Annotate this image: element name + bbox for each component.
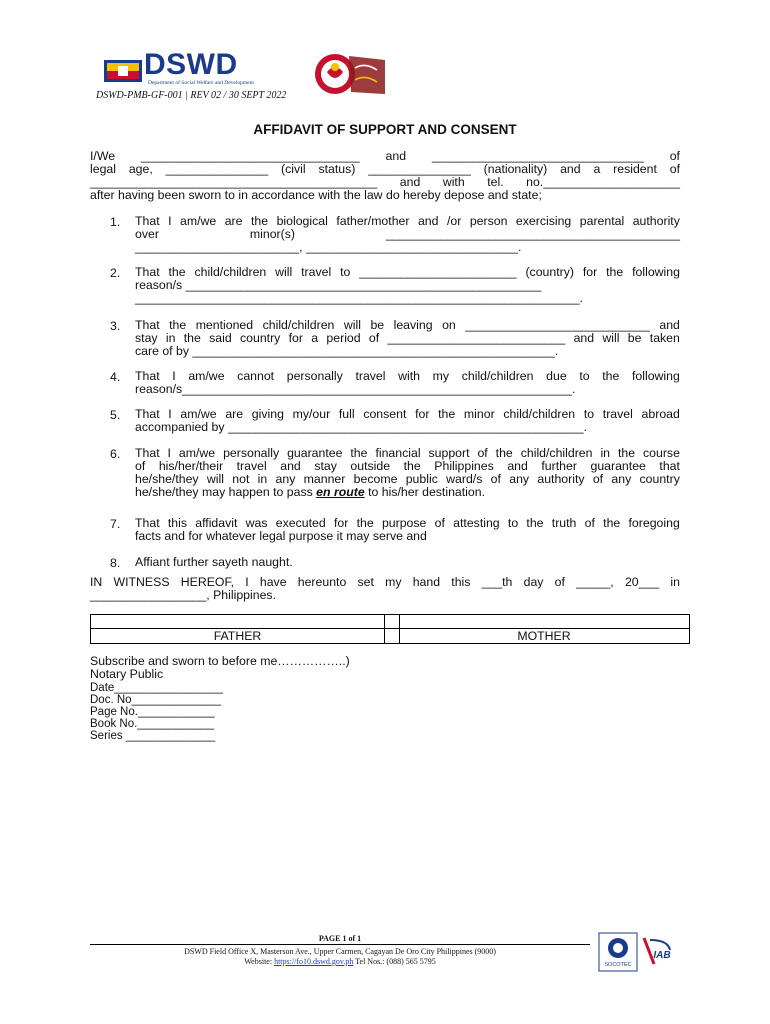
item-line [135, 530, 680, 543]
word: become [353, 472, 398, 486]
word: and [560, 162, 581, 176]
word: support [428, 446, 470, 460]
item-number: 3. [110, 319, 121, 333]
word: the [350, 446, 368, 460]
word: I [168, 214, 172, 228]
word: this [451, 575, 471, 589]
word: period [326, 331, 361, 345]
word: the [169, 318, 187, 332]
word: That [135, 214, 160, 228]
word: be [370, 318, 385, 332]
word: and [507, 459, 528, 473]
word: exercising [515, 214, 572, 228]
word: That [135, 369, 160, 383]
word: this [167, 516, 187, 530]
footer-address: DSWD Field Office X, Masterson Ave., Upper Carmen, Cagayan De Oro City Philippines (9000) [184, 947, 496, 956]
word: mentioned [195, 318, 254, 332]
word: travel [236, 459, 267, 473]
word: child/children [520, 446, 593, 460]
word: the [356, 516, 374, 530]
word: course [643, 446, 680, 460]
word: ___________________________________________ [385, 227, 680, 241]
dswd-subtitle: Department of Social Welfare and Development [148, 80, 254, 86]
word: not [232, 472, 250, 486]
word: further [541, 459, 577, 473]
word: I [168, 407, 172, 421]
word: set [357, 575, 374, 589]
word: he/she/they [135, 472, 199, 486]
item-line [135, 345, 680, 358]
word: will [343, 318, 361, 332]
word: I/We [90, 149, 116, 163]
word: child/children [262, 318, 335, 332]
word: __________________________________________ [90, 175, 378, 189]
word: for [415, 407, 430, 421]
word: and [573, 331, 595, 345]
word: a [311, 331, 319, 345]
word: the [183, 331, 201, 345]
word: parental [579, 214, 625, 228]
word: in [165, 331, 176, 345]
item-number: 8. [110, 556, 121, 570]
word: any [275, 472, 296, 486]
word: tel. [487, 175, 504, 189]
intro-line [90, 189, 680, 202]
word: _______________ [368, 162, 471, 176]
word: outside [350, 459, 391, 473]
word: That [135, 516, 160, 530]
word: _______________________________ [431, 149, 644, 163]
word: with [442, 175, 465, 189]
word: public [405, 472, 438, 486]
word: __________________________ [387, 331, 566, 345]
notary-date: Date_________________ [90, 682, 224, 694]
word: of [584, 516, 595, 530]
item-number: 5. [110, 408, 121, 422]
word: the [403, 459, 421, 473]
word: are [225, 407, 244, 421]
word: manner [303, 472, 346, 486]
word: am/we [178, 446, 216, 460]
word: ___th [481, 575, 513, 589]
word: taken [649, 331, 680, 345]
word: with [398, 369, 421, 383]
word: in [670, 575, 680, 589]
word: and [399, 175, 421, 189]
word: that [659, 459, 680, 473]
word: am/we [180, 407, 217, 421]
word: accompanied by ____________________________________________________. [135, 420, 588, 434]
word: the [168, 265, 186, 279]
word: child/children [503, 407, 576, 421]
dswd-logo-icon [104, 56, 142, 86]
signature-table [90, 614, 690, 644]
word: a [593, 162, 601, 176]
footer-divider [90, 944, 590, 945]
dswd-wordmark: DSWD [144, 48, 238, 81]
father-label: FATHER [213, 629, 262, 643]
word: HEREOF, [180, 575, 235, 589]
word: following [632, 265, 680, 279]
word: travel [602, 407, 633, 421]
item-line [135, 292, 680, 305]
word: any [509, 472, 530, 486]
word: on [442, 318, 456, 332]
word: to [340, 265, 351, 279]
word: child/children [194, 265, 267, 279]
word: ___________________________ [465, 318, 650, 332]
word: am/we [188, 369, 225, 383]
word: any [611, 472, 632, 486]
word: of [592, 472, 604, 486]
word: full [338, 407, 355, 421]
word: the [617, 446, 636, 460]
word: the [602, 369, 620, 383]
item-number: 7. [110, 517, 121, 531]
word: and [417, 214, 439, 228]
word: for [333, 516, 349, 530]
word: am/we [180, 214, 217, 228]
word: and [280, 459, 301, 473]
form-code: DSWD-PMB-GF-001 | REV 02 / 30 SEPT 2022 [96, 90, 287, 101]
word: reason/s_________________________________________________________. [135, 382, 576, 396]
word: of [669, 162, 680, 176]
word: no.____________________ [526, 175, 680, 189]
notary-book-no: Book No.____________ [90, 718, 215, 730]
word: travel [355, 369, 386, 383]
item-number: 4. [110, 370, 121, 384]
word: was [245, 516, 268, 530]
word: guarantee [590, 459, 646, 473]
word: (country) [525, 265, 574, 279]
word: child/children [461, 369, 534, 383]
iab-accreditation-icon [640, 934, 676, 968]
word: hereunto [297, 575, 347, 589]
word: ________________________, _______________________________. [135, 240, 522, 254]
word: That [135, 265, 160, 279]
word: stay [314, 459, 337, 473]
word: and [385, 149, 407, 163]
website-link[interactable]: https://fo10.dswd.gov.ph [274, 957, 354, 966]
notary-doc-no: Doc. No______________ [90, 694, 222, 706]
word: /or [446, 214, 462, 228]
item-line [135, 421, 680, 434]
word: Philippines [434, 459, 494, 473]
word: in [257, 472, 268, 486]
word: affidavit [195, 516, 238, 530]
item-number: 6. [110, 447, 121, 461]
item-line [135, 241, 680, 254]
word: care of by _____________________________________________________. [135, 344, 559, 358]
word: of [669, 149, 680, 163]
word: of [554, 575, 565, 589]
word: and [659, 318, 680, 332]
mother-label: MOTHER [517, 629, 571, 643]
notary-subscribe: Subscribe and sworn to before me……………..) [90, 654, 350, 668]
word: attesting [453, 516, 500, 530]
word: ward/s [446, 472, 483, 486]
page-number: PAGE 1 of 1 [318, 934, 362, 943]
word: the [495, 446, 513, 460]
word: the [438, 407, 456, 421]
word: my [432, 369, 450, 383]
word: father/mother [336, 214, 410, 228]
tel-numbers: Tel Nos.: (088) 565 5795 [353, 957, 436, 966]
word: Affiant further sayeth naught. [135, 555, 293, 569]
item-line [135, 486, 485, 499]
word: cannot [237, 369, 275, 383]
word: minor [463, 407, 495, 421]
word: for [582, 265, 598, 279]
word: consent [363, 407, 407, 421]
word: are [224, 214, 243, 228]
word: country [240, 331, 281, 345]
cert2-label: IAB [653, 950, 671, 961]
word: status) [318, 162, 356, 176]
word: my/our [292, 407, 331, 421]
word: my [385, 575, 402, 589]
word: I [167, 446, 171, 460]
text: to his/her destination. [364, 485, 485, 499]
word: travel [301, 265, 332, 279]
word: of [135, 459, 146, 473]
word: to [579, 369, 590, 383]
word: biological [276, 214, 328, 228]
word: That [135, 407, 160, 421]
word: to [507, 516, 519, 530]
word: personally [223, 446, 280, 460]
witness-line [90, 589, 680, 602]
word: (civil [281, 162, 306, 176]
word: for [288, 331, 303, 345]
word: the [526, 516, 544, 530]
word: after having been sworn to in accordance with the law do hereby depose and state; [90, 188, 542, 202]
word: _____, [576, 575, 614, 589]
word: over [135, 227, 159, 241]
word: facts and for whatever legal purpose it may serve and [135, 529, 427, 543]
word: the [250, 214, 269, 228]
footer-contact [90, 957, 590, 966]
word: _________________, Philippines. [90, 588, 276, 602]
notary-public: Notary Public [90, 667, 164, 681]
word: I [245, 575, 249, 589]
word: foregoing [628, 516, 680, 530]
seal-icon [305, 50, 387, 98]
word: age, [128, 162, 153, 176]
word: guarantee [287, 446, 343, 460]
word: the [603, 516, 621, 530]
word: country [639, 472, 680, 486]
word: hand [412, 575, 441, 589]
notary-page-no: Page No.____________ [90, 706, 215, 718]
word: due [546, 369, 567, 383]
word: reason/s ____________________________________________________ [135, 278, 542, 292]
word: resident [613, 162, 657, 176]
word: his/her/their [158, 459, 224, 473]
word: WITNESS [113, 575, 170, 589]
word: minor(s) [249, 227, 295, 241]
word: financial [375, 446, 421, 460]
word: authority [537, 472, 585, 486]
word: have [259, 575, 287, 589]
word: to [583, 407, 595, 421]
document-title: AFFIDAVIT OF SUPPORT AND CONSENT [253, 122, 517, 137]
word: authority [632, 214, 680, 228]
word: stay [135, 331, 158, 345]
word: (nationality) [483, 162, 548, 176]
word: abroad [641, 407, 680, 421]
emphasis-en-route: en route [316, 485, 365, 499]
word: of [434, 516, 445, 530]
item-number: 2. [110, 266, 121, 280]
word: That [135, 446, 160, 460]
word: leaving [393, 318, 433, 332]
word: _________________________________________________________________. [135, 291, 583, 305]
word: of [490, 472, 501, 486]
word: day [523, 575, 544, 589]
word: purpose [381, 516, 427, 530]
word: 20___ [624, 575, 660, 589]
text: he/she/they may happen to pass [135, 485, 317, 499]
cert1-label: SOCOTEC [604, 962, 632, 968]
word: giving [251, 407, 284, 421]
word: personally [286, 369, 343, 383]
socotec-certification-icon [598, 932, 638, 972]
word: will [275, 265, 293, 279]
word: truth [551, 516, 577, 530]
word: be [627, 331, 642, 345]
word: will [602, 331, 620, 345]
word: _______________ [165, 162, 269, 176]
word: will [206, 472, 224, 486]
word: of [477, 446, 488, 460]
word: in [600, 446, 611, 460]
item-number: 1. [110, 215, 121, 229]
website-label: Website: [244, 957, 275, 966]
word: following [631, 369, 680, 383]
word: That [135, 318, 160, 332]
item-line [135, 383, 680, 396]
word: ________________________________ [140, 149, 360, 163]
word: IN [90, 575, 103, 589]
word: person [469, 214, 508, 228]
notary-series: Series ______________ [90, 730, 216, 742]
word: executed [275, 516, 326, 530]
word: the [606, 265, 624, 279]
word: of [368, 331, 380, 345]
word: legal [90, 162, 116, 176]
word: said [209, 331, 232, 345]
item-line [135, 556, 680, 569]
word: I [172, 369, 176, 383]
word: _______________________ [359, 265, 517, 279]
